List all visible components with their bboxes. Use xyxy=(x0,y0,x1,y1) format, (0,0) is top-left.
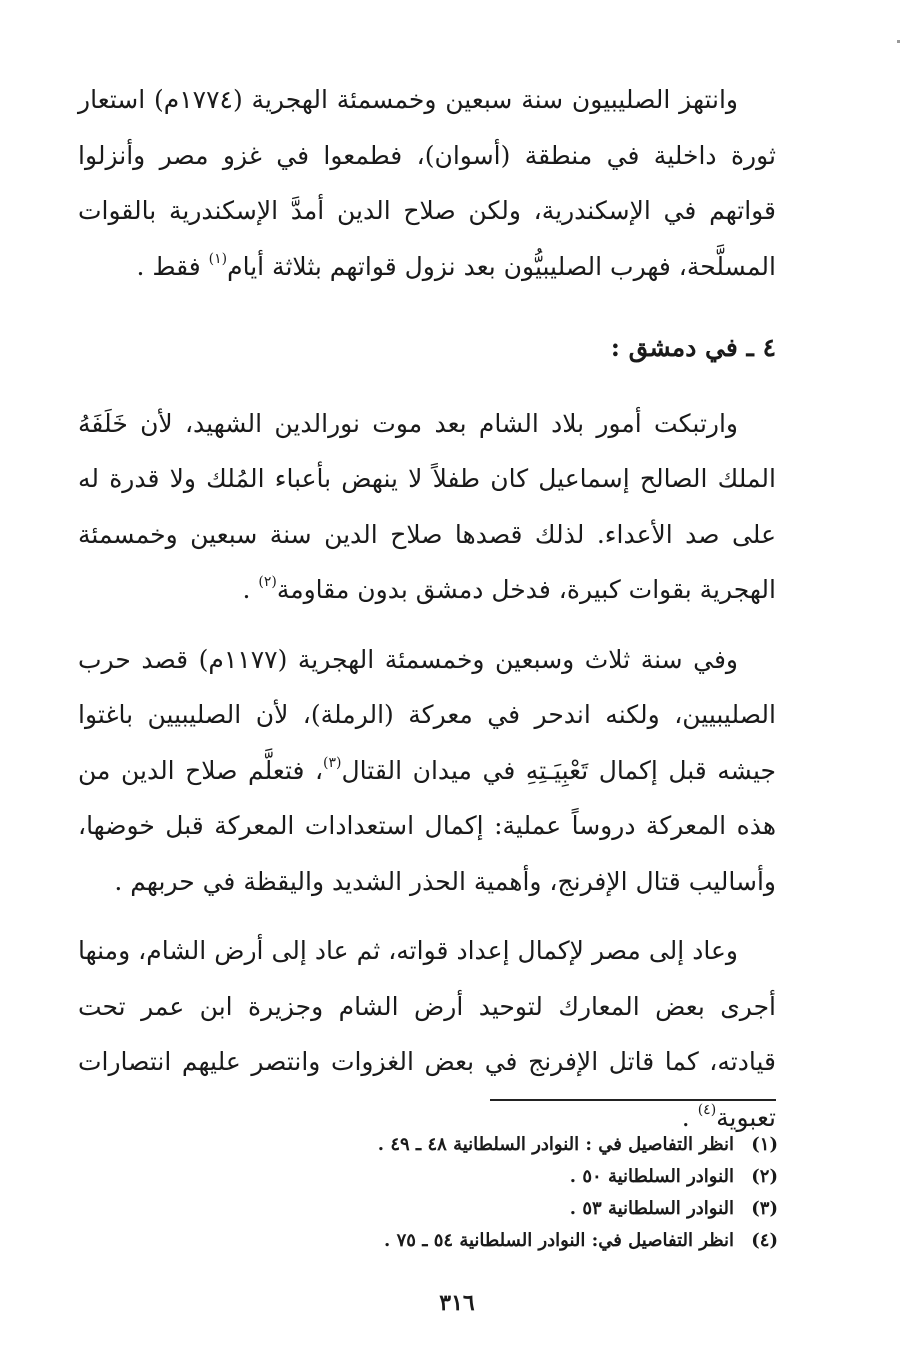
footnote-text: النوادر السلطانية ٥٣ . xyxy=(569,1198,734,1219)
paragraph-crusaders-alexandria xyxy=(78,72,776,294)
paragraph-return-egypt xyxy=(78,923,776,1145)
footnote-number: (٢) xyxy=(751,1166,778,1187)
footnote-2 xyxy=(78,1161,778,1193)
footnote-text: انظر التفاصيل في : النوادر السلطانية ٤٨ ـ ٤٩ . xyxy=(377,1134,734,1155)
footnote-text: انظر التفاصيل في: النوادر السلطانية ٥٤ ـ ٧٥ . xyxy=(384,1230,734,1251)
paragraph-text: وانتهز الصليبيون سنة سبعين وخمسمئة الهجرية (١٧٧٤م) استعار ثورة داخلية في منطقة (أسوان)، فطمعوا في غزو مصر وأنزلوا قواتهم في الإسكندرية، ولكن صلاح الدين أمدَّ الإسكندرية بالقوات المسلَّحة، فهرب الصليبيُّون بعد نزول قواتهم بثلاثة أيام xyxy=(78,85,776,281)
paragraph-text: وارتبكت أمور بلاد الشام بعد موت نورالدين الشهيد، لأن خَلَفَهُ الملك الصالح إسماعيل كان طفلاً لا ينهض بأعباء المُلك ولا قدرة له على صد الأعداء. لذلك قصدها صلاح الدين سنة سبعين وخمسمئة الهجرية بقوات كبيرة، فدخل دمشق بدون مقاومة xyxy=(78,408,776,604)
paragraph-tail: فقط . xyxy=(136,251,209,281)
paragraph-tail: . xyxy=(681,1102,698,1132)
footnote-3 xyxy=(78,1193,778,1225)
footnote-number: (٤) xyxy=(751,1230,778,1251)
footnotes xyxy=(78,1129,778,1257)
footnote-ref-2[interactable]: (٢) xyxy=(258,574,277,590)
footnote-1 xyxy=(78,1129,778,1161)
paragraph-ramla xyxy=(78,632,776,910)
footnote-4 xyxy=(78,1225,778,1257)
paragraph-tail: . xyxy=(242,575,259,604)
section-heading: ٤ ـ في دمشق : xyxy=(610,333,776,362)
footnote-ref-3[interactable]: (٣) xyxy=(323,754,342,771)
scan-speck xyxy=(897,40,900,43)
paragraph-damascus xyxy=(78,396,776,618)
footnote-ref-4[interactable]: (٤) xyxy=(697,1101,717,1118)
footnote-number: (٣) xyxy=(751,1198,778,1219)
footnote-text: النوادر السلطانية ٥٠ . xyxy=(569,1166,734,1187)
footnote-divider xyxy=(490,1099,776,1101)
paragraph-text: وفي سنة ثلاث وسبعين وخمسمئة الهجرية (١١٧٧م) قصد حرب الصليبيين، ولكنه اندحر في معركة (الرملة)، لأن الصليبيين باغتوا جيشه قبل إكمال تَعْبِيَـتِهِ في ميدان القتال xyxy=(78,644,776,785)
paragraph-text-continued: ، فتعلَّم صلاح الدين من هذه المعركة دروساً عملية: إكمال استعدادات المعركة قبل خوضها، وأساليب قتال الإفرنج، وأهمية الحذر الشديد واليقظة في حربهم . xyxy=(78,755,776,896)
page-number: ٣١٦ xyxy=(439,1290,475,1316)
footnote-number: (١) xyxy=(751,1134,778,1155)
main-text xyxy=(78,72,776,1145)
paragraph-text: وعاد إلى مصر لإكمال إعداد قواته، ثم عاد إلى أرض الشام، ومنها أجرى بعض المعارك لتوحيد أرض الشام وجزيرة ابن عمر تحت قيادته، كما قاتل الإفرنج في بعض الغزوات وانتصر عليهم انتصارات تعبوية xyxy=(78,936,776,1132)
footnote-ref-1[interactable]: (١) xyxy=(208,250,228,267)
